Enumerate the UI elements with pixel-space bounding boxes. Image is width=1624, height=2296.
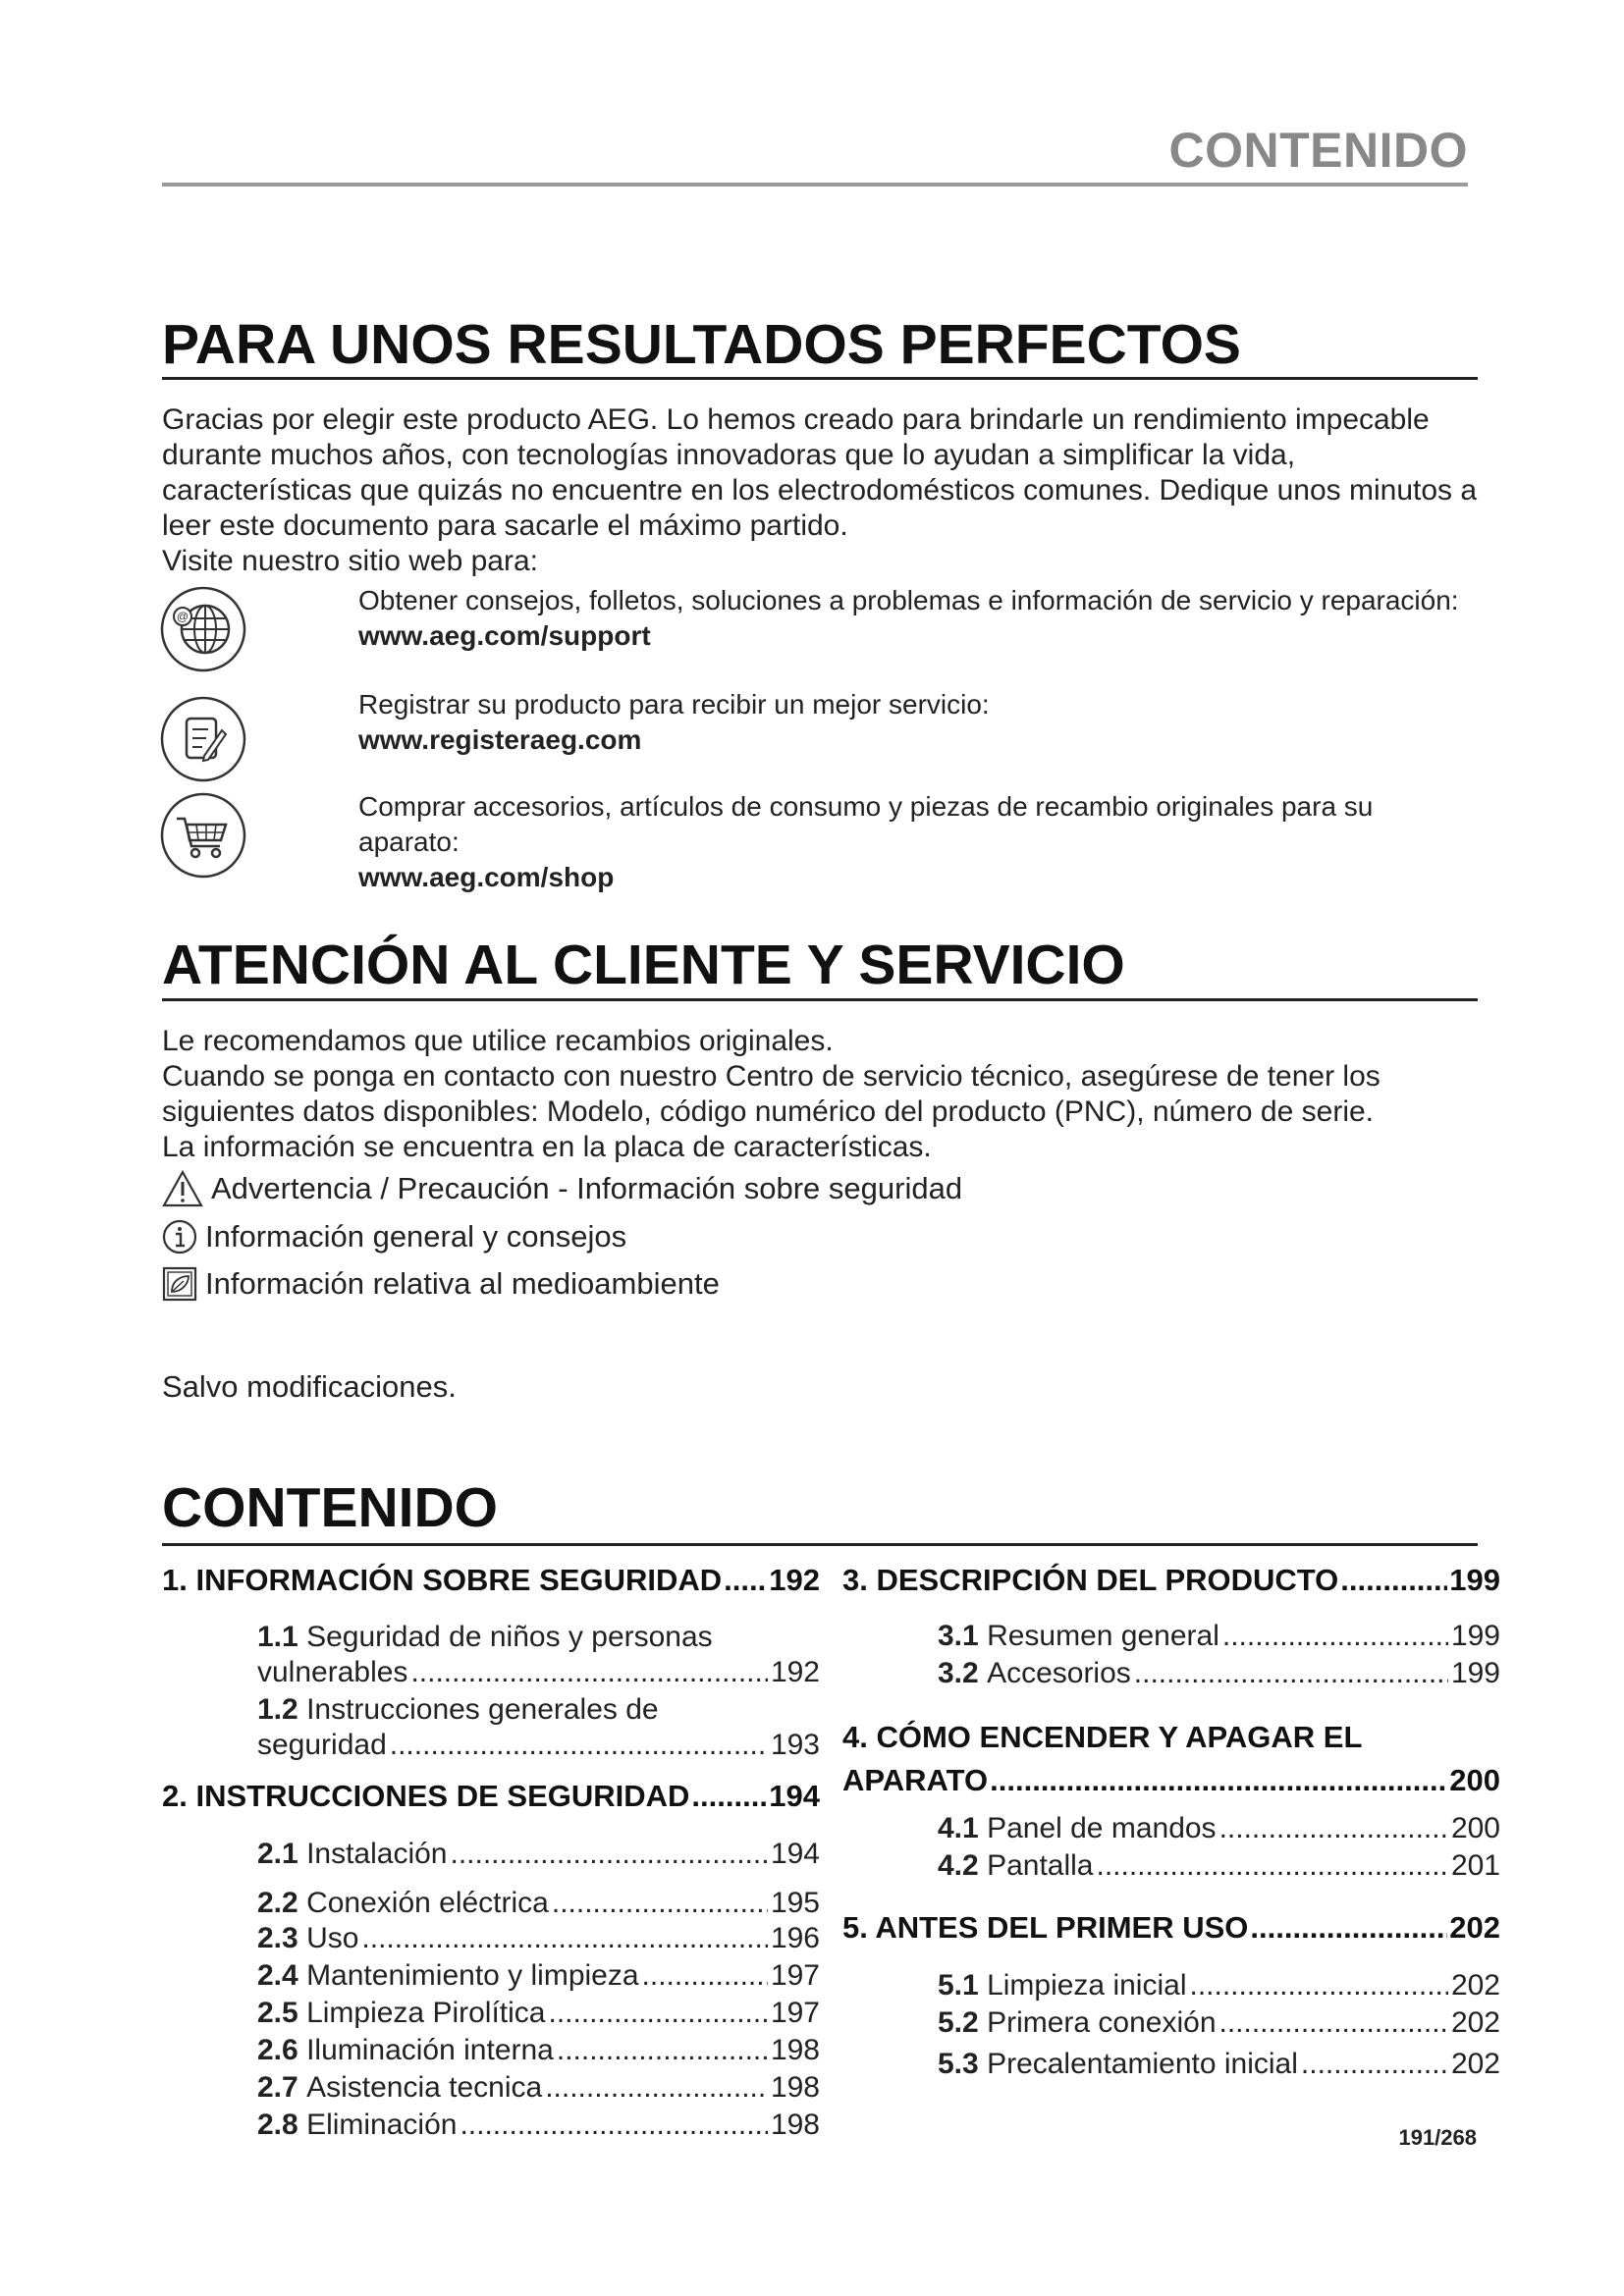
toc-entry-1-1[interactable]: 1.1 Seguridad de niños y personas vulnerables ..... 192 — [257, 1620, 820, 1690]
service-paragraph — [162, 1024, 1478, 1165]
page-number: 191/268 — [1398, 2125, 1477, 2150]
toc-chapter-4-subs — [842, 1812, 1500, 1887]
web-item-support — [358, 583, 1468, 654]
intro-text: Gracias por elegir este producto AEG. Lo hemos creado para brindarle un rendimiento impecable durante muchos años, con tecnologías innovadoras que lo ayudan a simplificar la vida, características que quizás no encuentre en los electrodomésticos comunes. Dedique unos minutos a leer este documento para sacarle el máximo partido. — [162, 403, 1478, 542]
toc-chapter-2[interactable]: 2. INSTRUCCIONES DE SEGURIDAD ..... 194 — [162, 1779, 820, 1828]
toc-entry-2-1[interactable]: 2.1 Instalación ..... 194 — [257, 1838, 820, 1879]
toc-entry-4-1[interactable]: 4.1 Panel de mandos ..... 200 — [938, 1812, 1500, 1849]
section-rule — [162, 1543, 1478, 1546]
shop-link[interactable]: www.aeg.com/shop — [358, 862, 615, 892]
info-icon — [162, 1219, 197, 1255]
web-item-text: Obtener consejos, folletos, soluciones a problemas e información de servicio y reparación: — [358, 585, 1459, 615]
section-title-results: PARA UNOS RESULTADOS PERFECTOS — [162, 313, 1241, 376]
shopping-cart-icon — [159, 791, 247, 880]
toc-entry-3-1[interactable]: 3.1 Resumen general ..... 199 — [938, 1620, 1500, 1657]
toc-entry-3-2[interactable]: 3.2 Accesorios ..... 199 — [938, 1657, 1500, 1694]
legend-environment — [162, 1266, 720, 1302]
toc-entry-2-8[interactable]: 2.8 Eliminación ..... 198 — [257, 2109, 820, 2146]
toc-entry-2-7[interactable]: 2.7 Asistencia tecnica ..... 198 — [257, 2071, 820, 2109]
legend-environment-text: Información relativa al medioambiente — [205, 1266, 720, 1301]
warning-icon — [162, 1170, 203, 1207]
intro-paragraph — [162, 402, 1478, 579]
service-line-3: La información se encuentra en la placa de características. — [162, 1131, 932, 1163]
register-icon — [159, 695, 247, 783]
toc-left-column — [162, 1563, 820, 2146]
toc-entry-5-1[interactable]: 5.1 Limpieza inicial ..... 202 — [938, 1969, 1500, 2006]
toc-entry-2-6[interactable]: 2.6 Iluminación interna ..... 198 — [257, 2034, 820, 2071]
legend-info — [162, 1219, 626, 1255]
toc-chapter-1-subs — [162, 1620, 820, 1763]
environment-icon — [162, 1266, 197, 1302]
web-item-text: Comprar accesorios, artículos de consumo y piezas de recambio originales para su aparato: — [358, 791, 1374, 857]
toc-entry-2-5[interactable]: 2.5 Limpieza Pirolítica ..... 197 — [257, 1997, 820, 2034]
toc-entry-5-3[interactable]: 5.3 Precalentamiento inicial ..... 202 — [938, 2048, 1500, 2085]
header-rule — [162, 183, 1468, 187]
visit-text: Visite nuestro sitio web para: — [162, 545, 538, 577]
section-rule — [162, 377, 1478, 380]
toc-entry-5-2[interactable]: 5.2 Primera conexión ..... 202 — [938, 2006, 1500, 2044]
svg-text:@: @ — [176, 610, 189, 623]
toc-entry-2-2[interactable]: 2.2 Conexión eléctrica ..... 195 — [257, 1887, 820, 1922]
web-item-text: Registrar su producto para recibir un mejor servicio: — [358, 689, 990, 720]
running-header-title: CONTENIDO — [1168, 123, 1468, 178]
service-line-1: Le recomendamos que utilice recambios originales. — [162, 1025, 834, 1057]
legend-warning — [162, 1170, 962, 1207]
globe-icon — [159, 585, 247, 673]
toc-chapter-5-subs — [842, 1969, 1500, 2085]
toc-chapter-5[interactable]: 5. ANTES DEL PRIMER USO ..... 202 — [842, 1910, 1500, 1959]
toc-entry-2-4[interactable]: 2.4 Mantenimiento y limpieza ..... 197 — [257, 1959, 820, 1997]
toc-entry-4-2[interactable]: 4.2 Pantalla ..... 201 — [938, 1849, 1500, 1887]
toc-chapter-4[interactable]: 4. CÓMO ENCENDER Y APAGAR EL APARATO ..... 200 — [842, 1716, 1500, 1802]
toc-chapter-3-subs — [842, 1620, 1500, 1694]
toc-chapter-2-subs — [162, 1838, 820, 2146]
legend-warning-text: Advertencia / Precaución - Información sobre seguridad — [211, 1171, 963, 1205]
legend-info-text: Información general y consejos — [205, 1219, 627, 1254]
toc-entry-1-2[interactable]: 1.2 Instrucciones generales de seguridad ..... 193 — [257, 1692, 820, 1763]
web-item-register — [358, 687, 1468, 758]
toc-entry-2-3[interactable]: 2.3 Uso ..... 196 — [257, 1922, 820, 1959]
support-link[interactable]: www.aeg.com/support — [358, 620, 651, 651]
salvo-note: Salvo modificaciones. — [162, 1369, 457, 1404]
web-item-shop — [358, 789, 1468, 895]
toc-right-column — [842, 1563, 1500, 2085]
section-title-contents: CONTENIDO — [162, 1476, 498, 1539]
section-rule — [162, 998, 1478, 1001]
toc-chapter-3[interactable]: 3. DESCRIPCIÓN DEL PRODUCTO ..... 199 — [842, 1563, 1500, 1612]
service-line-2: Cuando se ponga en contacto con nuestro Centro de servicio técnico, asegúrese de tener los siguientes datos disponibles: Modelo, código numérico del producto (PNC), número de serie. — [162, 1060, 1380, 1128]
register-link[interactable]: www.registeraeg.com — [358, 724, 642, 755]
section-title-service: ATENCIÓN AL CLIENTE Y SERVICIO — [162, 934, 1125, 996]
toc-chapter-1[interactable]: 1. INFORMACIÓN SOBRE SEGURIDAD ..... 192 — [162, 1563, 820, 1612]
